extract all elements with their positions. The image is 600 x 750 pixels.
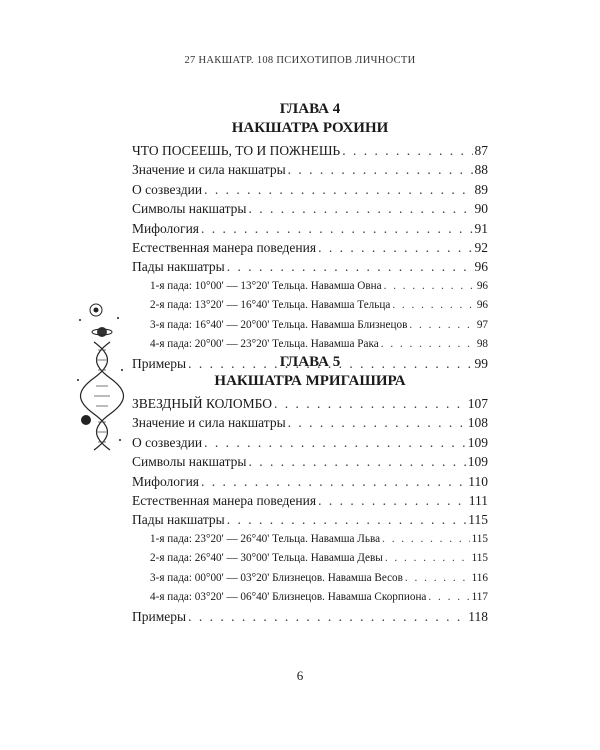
dot-leader: [385, 549, 470, 568]
toc-entry[interactable]: [132, 413, 488, 432]
toc-entry[interactable]: [132, 199, 488, 218]
toc-entry-title: Значение и сила накшатры: [132, 415, 286, 431]
toc-entry[interactable]: [132, 219, 488, 238]
toc-entry-page: 96: [474, 259, 488, 275]
toc-list: [132, 394, 488, 627]
toc-entry-title: Примеры: [132, 609, 187, 625]
toc-entry[interactable]: [132, 257, 488, 276]
toc-entry-page: 96: [476, 299, 488, 312]
dot-leader: [428, 588, 469, 607]
toc-entry-title: О созвездии: [132, 434, 203, 450]
toc-entry-page: 108: [467, 415, 488, 431]
toc-entry[interactable]: [132, 510, 488, 529]
dot-leader: [204, 180, 472, 199]
dot-leader: [227, 257, 473, 276]
chapter-title: НАКШАТРА РОХИНИ: [231, 120, 389, 136]
toc-entry-title: 3-я пада: 16°40' — 20°00' Тельца. Навамша Близнецов: [150, 318, 408, 331]
toc-entry-page: 97: [476, 318, 488, 331]
toc-entry-title: Пады накшатры: [132, 259, 225, 275]
dot-leader: [342, 141, 472, 160]
dot-leader: [288, 413, 466, 432]
dot-leader: [204, 433, 466, 452]
toc-entry-page: 115: [468, 512, 488, 528]
chapter-4: [132, 100, 488, 374]
dot-leader: [318, 491, 467, 510]
dot-leader: [392, 296, 475, 315]
planet-icon: [90, 304, 102, 316]
toc-entry-title: 2-я пада: 13°20' — 16°40' Тельца. Навамша Тельца: [150, 299, 391, 312]
chapter-label: ГЛАВА 4: [279, 101, 341, 117]
toc-entry-title: Мифология: [132, 473, 200, 489]
toc-list: [132, 141, 488, 374]
toc-entry-page: 92: [474, 239, 488, 255]
toc-entry-page: 90: [474, 201, 488, 217]
toc-entry-title: 4-я пада: 03°20' — 06°40' Близнецов. Навамша Скорпиона: [150, 590, 427, 603]
toc-entry-title: Пады накшатры: [132, 512, 225, 528]
toc-entry-page: 116: [471, 571, 488, 584]
toc-entry[interactable]: [132, 394, 488, 413]
dot-leader: [381, 335, 475, 354]
page-number: 6: [296, 668, 304, 683]
toc-entry-title: 1-я пада: 23°20' — 26°40' Тельца. Навамша Льва: [150, 532, 381, 545]
toc-entry[interactable]: [132, 433, 488, 452]
toc-entry-page: 115: [471, 532, 488, 545]
toc-entry-page: 115: [471, 552, 488, 565]
dot-leader: [188, 607, 466, 626]
dot-leader: [318, 238, 472, 257]
toc-entry-page: 88: [474, 162, 488, 178]
toc-subentry[interactable]: [132, 549, 488, 568]
toc-entry-page: 99: [474, 356, 488, 372]
toc-subentry[interactable]: [132, 335, 488, 354]
toc-entry-page: 89: [474, 181, 488, 197]
dot-leader: [409, 316, 474, 335]
toc-entry-page: 109: [467, 454, 488, 470]
toc-entry-page: 91: [474, 220, 488, 236]
toc-entry[interactable]: [132, 607, 488, 626]
toc-entry-title: Мифология: [132, 220, 200, 236]
toc-entry-page: 107: [467, 396, 488, 411]
toc-entry-title: ЧТО ПОСЕЕШЬ, ТО И ПОЖНЕШЬ: [132, 143, 341, 158]
toc-entry-page: 110: [468, 473, 488, 489]
moon-icon: [81, 415, 91, 425]
dot-leader: [382, 530, 470, 549]
toc-subentry[interactable]: [132, 316, 488, 335]
toc-entry-title: Значение и сила накшатры: [132, 162, 286, 178]
saturn-icon: [92, 327, 112, 337]
toc-entry-title: Естественная манера поведения: [132, 239, 317, 255]
toc-entry[interactable]: [132, 472, 488, 491]
toc-subentry[interactable]: [132, 296, 488, 315]
dot-leader: [201, 472, 466, 491]
toc-entry[interactable]: [132, 238, 488, 257]
chapter-label: ГЛАВА 5: [279, 354, 341, 370]
toc-entry[interactable]: [132, 160, 488, 179]
toc-subentry[interactable]: [132, 277, 488, 296]
toc-entry-title: ЗВЕЗДНЫЙ КОЛОМБО: [132, 396, 273, 411]
dot-leader: [288, 160, 473, 179]
toc-entry-page: 98: [476, 337, 488, 350]
toc-entry[interactable]: [132, 180, 488, 199]
dot-leader: [384, 277, 475, 296]
toc-entry-title: Естественная манера поведения: [132, 492, 317, 508]
toc-subentry[interactable]: [132, 530, 488, 549]
toc-entry[interactable]: [132, 491, 488, 510]
toc-entry-page: 96: [476, 279, 488, 292]
toc-entry-title: 4-я пада: 20°00' — 23°20' Тельца. Навамша Рака: [150, 337, 379, 350]
toc-entry-page: 118: [468, 609, 488, 625]
dot-leader: [249, 199, 473, 218]
toc-subentry[interactable]: [132, 569, 488, 588]
toc-entry-page: 117: [471, 590, 488, 603]
toc-entry-title: Символы накшатры: [132, 454, 247, 470]
dot-leader: [249, 452, 466, 471]
dot-leader: [405, 569, 470, 588]
dna-helix-ornament: [72, 300, 132, 460]
chapter-5: [132, 353, 488, 627]
toc-entry-page: 111: [468, 492, 488, 508]
toc-entry-page: 87: [474, 143, 488, 158]
toc-entry-title: 1-я пада: 10°00' — 13°20' Тельца. Навамша Овна: [150, 279, 382, 292]
toc-entry-page: 109: [467, 434, 488, 450]
toc-entry[interactable]: [132, 141, 488, 160]
running-head: 27 НАКШАТР. 108 ПСИХОТИПОВ ЛИЧНОСТИ: [184, 55, 416, 66]
toc-entry[interactable]: [132, 452, 488, 471]
toc-entry-title: 2-я пада: 26°40' — 30°00' Тельца. Навамша Девы: [150, 552, 383, 565]
toc-entry-title: Символы накшатры: [132, 201, 247, 217]
toc-entry-title: Примеры: [132, 356, 187, 372]
chapter-title: НАКШАТРА МРИГАШИРА: [214, 373, 406, 389]
dot-leader: [227, 510, 466, 529]
toc-subentry[interactable]: [132, 588, 488, 607]
toc-entry-title: 3-я пада: 00°00' — 03°20' Близнецов. Навамша Весов: [150, 571, 403, 584]
toc-entry-title: О созвездии: [132, 181, 203, 197]
dot-leader: [201, 219, 472, 238]
dot-leader: [274, 394, 466, 413]
helix-rungs: [94, 350, 110, 442]
